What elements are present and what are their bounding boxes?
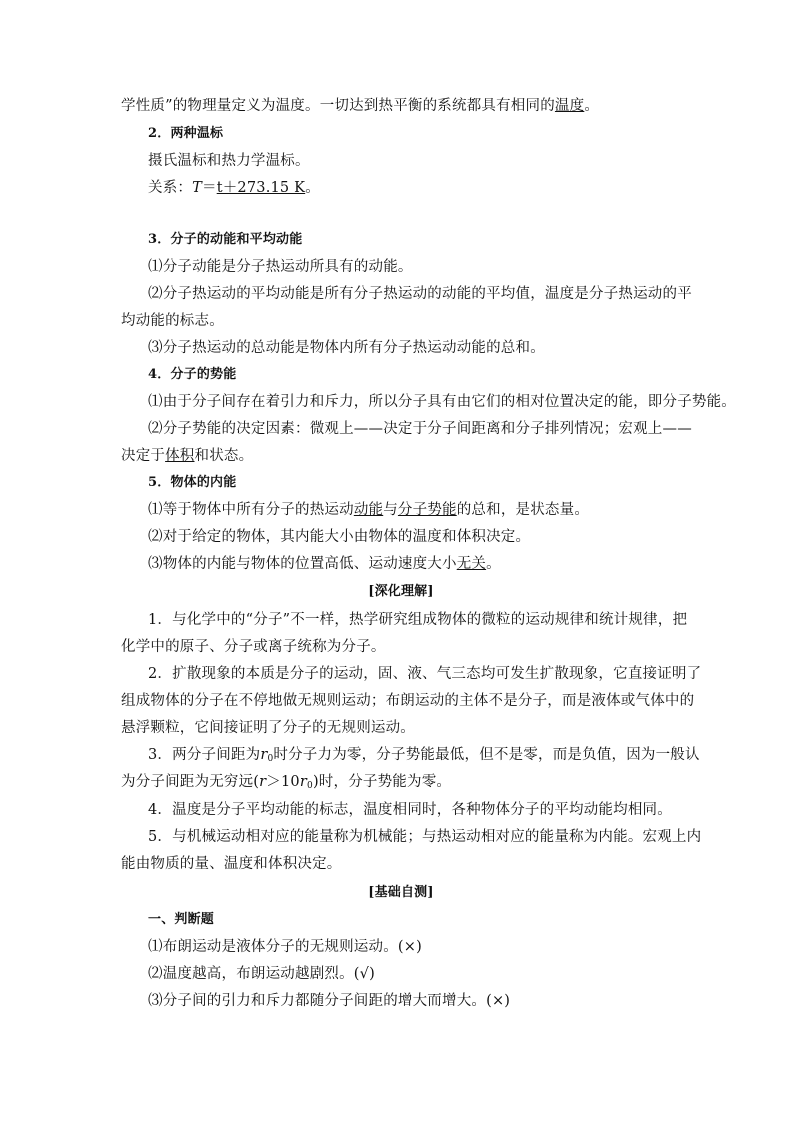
text: 与 <box>383 502 398 518</box>
paragraph: 5．与机械运动相对应的能量称为机械能；与热运动相对应的能量称为内能。宏观上内 <box>148 829 702 845</box>
paragraph: 悬浮颗粒，它间接证明了分子的无规则运动。 <box>121 720 415 736</box>
paragraph: 均动能的标志。 <box>121 313 224 329</box>
text: 。 <box>486 556 501 572</box>
heading-two-scales: 2．两种温标 <box>148 126 224 141</box>
paragraph: 化学中的原子、分子或离子统称为分子。 <box>121 639 386 655</box>
symbol-r: r <box>260 747 268 763</box>
section-title-basic-test: [基础自测] <box>368 885 434 900</box>
paragraph <box>121 445 681 467</box>
text: 的总和，是状态量。 <box>456 502 590 518</box>
text: 学性质”的物理量定义为温度。一切达到热平衡的系统都具有相同的 <box>121 98 555 114</box>
text: 决定于 <box>121 448 166 464</box>
symbol-T: T <box>192 180 202 196</box>
symbol-r: r <box>299 774 307 790</box>
text: ＞10 <box>266 774 300 790</box>
text: ⑶物体的内能与物体的位置高低、运动速度大小 <box>148 556 457 572</box>
paragraph: 1．与化学中的“分子”不一样，热学研究组成物体的微粒的运动规律和统计规律，把 <box>148 612 688 628</box>
underlined-answer: 分子势能 <box>397 502 457 518</box>
paragraph: 2．扩散现象的本质是分子的运动，固、液、气三态均可发生扩散现象，它直接证明了 <box>148 666 702 682</box>
relation-formula <box>148 177 708 199</box>
text: 。 <box>305 180 320 196</box>
text: 3．两分子间距为 <box>148 747 261 763</box>
symbol-r: r <box>259 774 267 790</box>
paragraph <box>148 553 708 575</box>
paragraph: ⑴由于分子间存在着引力和斥力，所以分子具有由它们的相对位置决定的能，即分子势能。 <box>148 394 736 410</box>
paragraph: 能由物质的量、温度和体积决定。 <box>121 856 342 872</box>
underlined-answer: t＋273.15 K <box>216 180 306 196</box>
text: 。 <box>584 98 600 114</box>
text: 时分子力为零，分子势能最低，但不是零，而是负值，因为一般认 <box>273 747 700 763</box>
underlined-answer: 动能 <box>353 502 384 518</box>
paragraph: ⑵分子热运动的平均动能是所有分子热运动的动能的平均值，温度是分子热运动的平 <box>148 286 692 302</box>
paragraph-scales: 摄氏温标和热力学温标。 <box>148 153 310 169</box>
text: 和状态。 <box>194 448 254 464</box>
heading-true-false: 一、判断题 <box>148 912 215 927</box>
paragraph <box>148 499 708 521</box>
heading-potential-energy: 4．分子的势能 <box>148 367 237 382</box>
question-item: ⑵温度越高，布朗运动越剧烈。(√) <box>148 966 375 982</box>
text: 关系： <box>148 180 193 196</box>
paragraph-temperature-definition <box>121 95 681 117</box>
text: 为分子间距为无穷远( <box>121 774 260 790</box>
paragraph: 4．温度是分子平均动能的标志，温度相同时，各种物体分子的平均动能均相同。 <box>148 802 672 818</box>
underlined-answer: 温度 <box>554 98 585 114</box>
subscript-0: 0 <box>267 754 274 764</box>
underlined-answer: 无关 <box>456 556 487 572</box>
text: ＝ <box>201 180 217 196</box>
section-title-deep-understanding: [深化理解] <box>368 584 434 599</box>
question-item: ⑶分子间的引力和斥力都随分子间距的增大而增大。(×) <box>148 993 511 1009</box>
paragraph <box>148 744 708 766</box>
paragraph: ⑵分子势能的决定因素：微观上——决定于分子间距离和分子排列情况；宏观上—— <box>148 421 692 437</box>
heading-kinetic-energy: 3．分子的动能和平均动能 <box>148 232 303 247</box>
heading-internal-energy: 5．物体的内能 <box>148 475 237 490</box>
paragraph: ⑴分子动能是分子热运动所具有的动能。 <box>148 259 413 275</box>
paragraph <box>121 771 681 793</box>
question-item: ⑴布朗运动是液体分子的无规则运动。(×) <box>148 939 422 955</box>
paragraph: ⑶分子热运动的总动能是物体内所有分子热运动动能的总和。 <box>148 340 545 356</box>
text: )时，分子势能为零。 <box>312 774 452 790</box>
underlined-answer: 体积 <box>165 448 195 464</box>
paragraph: ⑵对于给定的物体，其内能大小由物体的温度和体积决定。 <box>148 529 531 545</box>
text: ⑴等于物体中所有分子的热运动 <box>148 502 354 518</box>
paragraph: 组成物体的分子在不停地做无规则运动；布朗运动的主体不是分子，而是液体或气体中的 <box>121 693 695 709</box>
subscript-0: 0 <box>307 781 313 791</box>
